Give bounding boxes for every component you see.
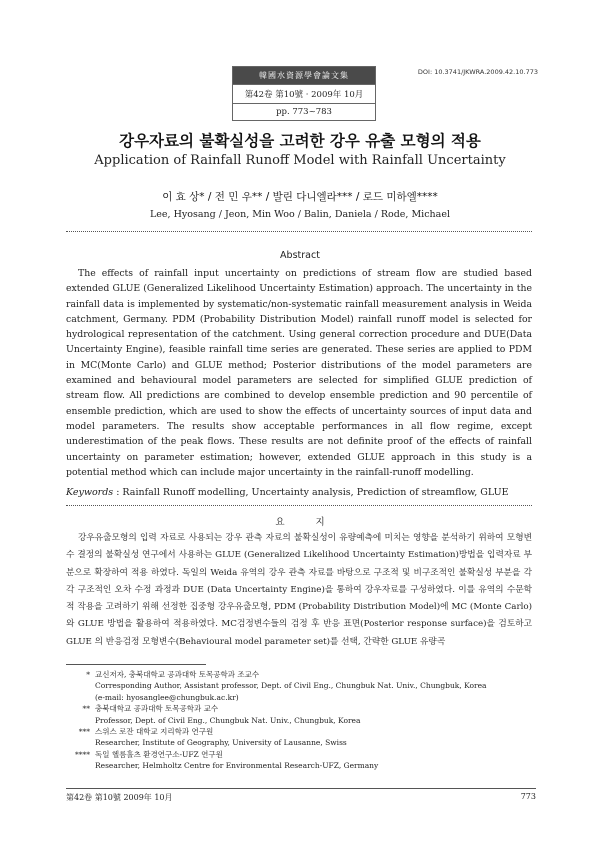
footer-issue: 第42卷 第10號 2009年 10月 — [66, 793, 173, 802]
footnote-line: * 교신저자, 충북대학교 공과대학 토목공학과 조교수 — [86, 670, 260, 679]
yoji-heading: 요 지 — [275, 517, 339, 528]
journal-issue: 第42卷 第10號 · 2009年 10月 — [233, 84, 375, 103]
footnote-line: Corresponding Author, Assistant professor, Dept. of Civil Eng., Chungbuk Nat. Univ., Chungbuk, Korea — [95, 681, 487, 691]
divider-top — [66, 231, 532, 232]
journal-pages: pp. 773~783 — [233, 103, 375, 120]
keywords-text: : Rainfall Runoff modelling, Uncertainty analysis, Prediction of streamflow, GLUE — [113, 487, 509, 498]
footnote-line: **** 독일 헬름홀츠 환경연구소-UFZ 연구원 — [75, 749, 223, 759]
footnote-line: Researcher, Helmholtz Centre for Environmental Research-UFZ, Germany — [95, 761, 379, 771]
authors-english: Lee, Hyosang / Jeon, Min Woo / Balin, Daniela / Rode, Michael — [150, 209, 450, 220]
footnote-rule — [66, 664, 206, 665]
footnote-line: ** 충북대학교 공과대학 토목공학과 교수 — [82, 704, 219, 714]
yoji-body: 강우유출모형의 입력 자료로 사용되는 강우 관측 자료의 불확실성이 유량예측에 미치는 영향을 분석하기 위하여 모형변수 결정의 불확실성 연구에서 사용하는 GLUE (Generalized Likelihood Uncertainty Estimation)방법을 입력자료 부분으로 확장하여 적용 하였다. 독일의 Weida 유역의 강우 관측 자료를 바탕으로 구조적 및 비구조적인 불확실성 부분을 각각 구조적인 오차 수정 과정과 DUE (Data Uncertainty Engine)을 통하여 강우자료를 구성하였다. 이를 유역의 수문학적 작용을 고려하기 위해 선정한 집중형 강우유출모형, PDM (Probability Distribution Model)에 MC (Monte Carlo)와 GLUE 방법을 활용하여 적용하였다. MC검정변수들의 검정 후 반응 표면(Posterior response surface)을 검토하고 GLUE 의 반응검정 모형변수(Behavioural model parameter set)를 선택, 간략한 GLUE 유량곡 — [66, 533, 532, 647]
footnote-line: Researcher, Institute of Geography, University of Lausanne, Swiss — [95, 738, 347, 748]
title-korean: 강우자료의 불확실성을 고려한 강우 유출 모형의 적용 — [119, 132, 481, 150]
footer-rule — [66, 788, 536, 789]
footnote-line: (e-mail: hyosanglee@chungbuk.ac.kr) — [95, 692, 239, 702]
journal-info-box — [232, 66, 376, 121]
journal-name: 韓國水資源學會論文集 — [233, 67, 375, 84]
title-english: Application of Rainfall Runoff Model with Rainfall Uncertainty — [94, 153, 506, 168]
footnote-line: *** 스위스 로잔 대학교 지리학과 연구원 — [78, 727, 214, 737]
abstract-body: The effects of rainfall input uncertainty on predictions of stream flow are studied based extended GLUE (Generalized Likelihood Uncertainty Estimation) approach. The uncertainty in the rainfall data is implemented by systematic/non-systematic rainfall measurement analysis in Weida catchment, Germany. PDM (Probability Distribution Model) rainfall runoff model is selected for hydrological representation of the catchment. Using general correction procedure and DUE(Data Uncertainty Engine), feasible rainfall time series are generated. These series are applied to PDM in MC(Monte Carlo) and GLUE method; Posterior distributions of the model parameters are examined and behavioural model parameters are selected for simplified GLUE prediction of stream flow. All predictions are combined to develop ensemble prediction and 90 percentile of ensemble prediction, which are used to show the effects of uncertainty sources of input data and model parameters. The results show acceptable performances in all flow regime, except underestimation of the peak flows. These results are not definite proof of the effects of rainfall uncertainty on parameter estimation; however, extended GLUE approach in this study is a potential method which can include major uncertainty in the rainfall-runoff modelling. — [66, 268, 532, 478]
doi-text[interactable]: DOI: 10.3741/JKWRA.2009.42.10.773 — [417, 68, 538, 76]
footnote-line: Professor, Dept. of Civil Eng., Chungbuk Nat. Univ., Chungbuk, Korea — [95, 715, 361, 725]
footnotes — [66, 669, 532, 772]
abstract-heading: Abstract — [280, 250, 320, 261]
divider-middle — [66, 505, 532, 506]
keywords-label: Keywords — [66, 487, 114, 498]
keywords-line — [66, 487, 532, 498]
authors-korean: 이 효 상* / 전 민 우** / 발린 다니엘라*** / 로드 미하엘**** — [162, 191, 438, 203]
page-number: 773 — [520, 792, 536, 801]
